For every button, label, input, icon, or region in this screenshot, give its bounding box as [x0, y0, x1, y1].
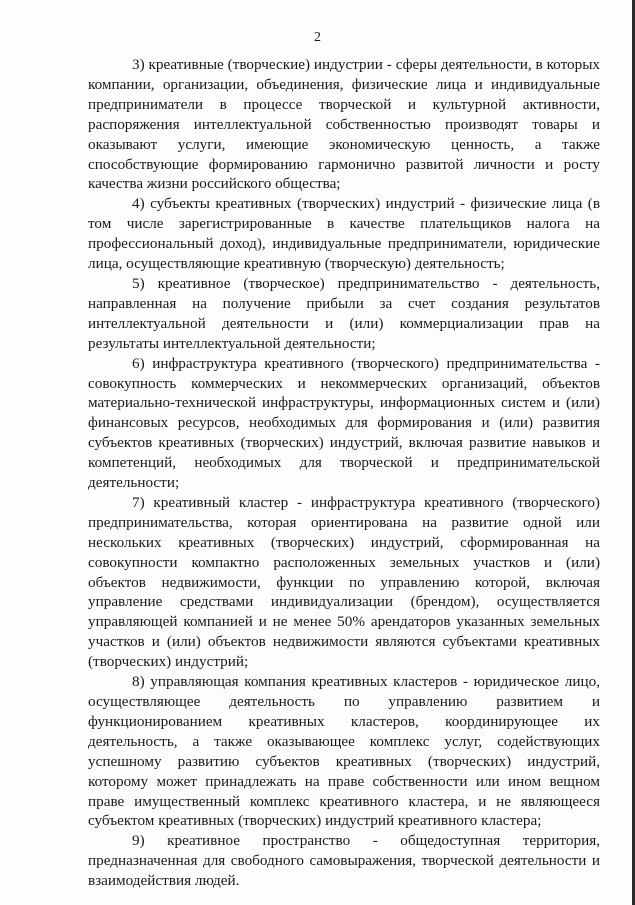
definition-paragraph-9: 9) креативное пространство - общедоступная территория, предназначенная для свободного самовыражения, творческой деятельности и взаимодействия людей. [88, 832, 600, 890]
page-number: 2 [314, 30, 321, 45]
definition-paragraph-4: 4) субъекты креативных (творческих) индустрий - физические лица (в том числе зарегистрированные в качестве плательщиков налога на профессиональный доход), индивидуальные предприниматели, юридические лица, осуществляющие креативную (творческую) деятельность; [88, 195, 600, 273]
definition-paragraph-7: 7) креативный кластер - инфраструктура креативного (творческого) предпринимательства, которая ориентирована на развитие одной или нескольких креативных (творческих) индустрий, сформированная на совокупности компактно расположенных земельных участков и (или) объектов недвижимости, функции по управлению которой, включая управление средствами индивидуализации (брендом), осуществляется управляющей компанией и не менее 50% арендаторов указанных земельных участков и (или) объектов недвижимости являются субъектами креативных (творческих) индустрий; [88, 493, 600, 671]
definition-paragraph-6: 6) инфраструктура креативного (творческого) предпринимательства - совокупность коммерческих и некоммерческих организаций, объектов материально-технической инфраструктуры, информационных систем и (или) финансовых ресурсов, необходимых для формирования и (или) развития субъектов креативных (творческих) индустрий, включая развитие навыков и компетенций, необходимых для творческой и предпринимательской деятельности; [88, 354, 600, 492]
document-body [88, 55, 600, 891]
definition-paragraph-8: 8) управляющая компания креативных кластеров - юридическое лицо, осуществляющее деятельность по управлению развитием и функционированием креативных кластеров, координирующее их деятельность, а также оказывающее комплекс услуг, содействующих успешному развитию субъектов креативных (творческих) индустрий, которому может принадлежать на праве собственности или ином вещном праве имущественный комплекс креативного кластера, и не являющееся субъектом креативных (творческих) индустрий креативного кластера; [88, 673, 600, 830]
definition-paragraph-5: 5) креативное (творческое) предпринимательство - деятельность, направленная на получение прибыли за счет создания результатов интеллектуальной деятельности и (или) коммерциализации прав на результаты интеллектуальной деятельности; [88, 274, 600, 352]
definition-paragraph-3: 3) креативные (творческие) индустрии - сферы деятельности, в которых компании, организации, объединения, физические лица и индивидуальные предприниматели в процессе творческой и культурной активности, распоряжения интеллектуальной собственностью производят товары и оказывают услуги, имеющие экономическую ценность, а также способствующие формированию гармонично развитой личности и росту качества жизни российского общества; [88, 56, 600, 193]
